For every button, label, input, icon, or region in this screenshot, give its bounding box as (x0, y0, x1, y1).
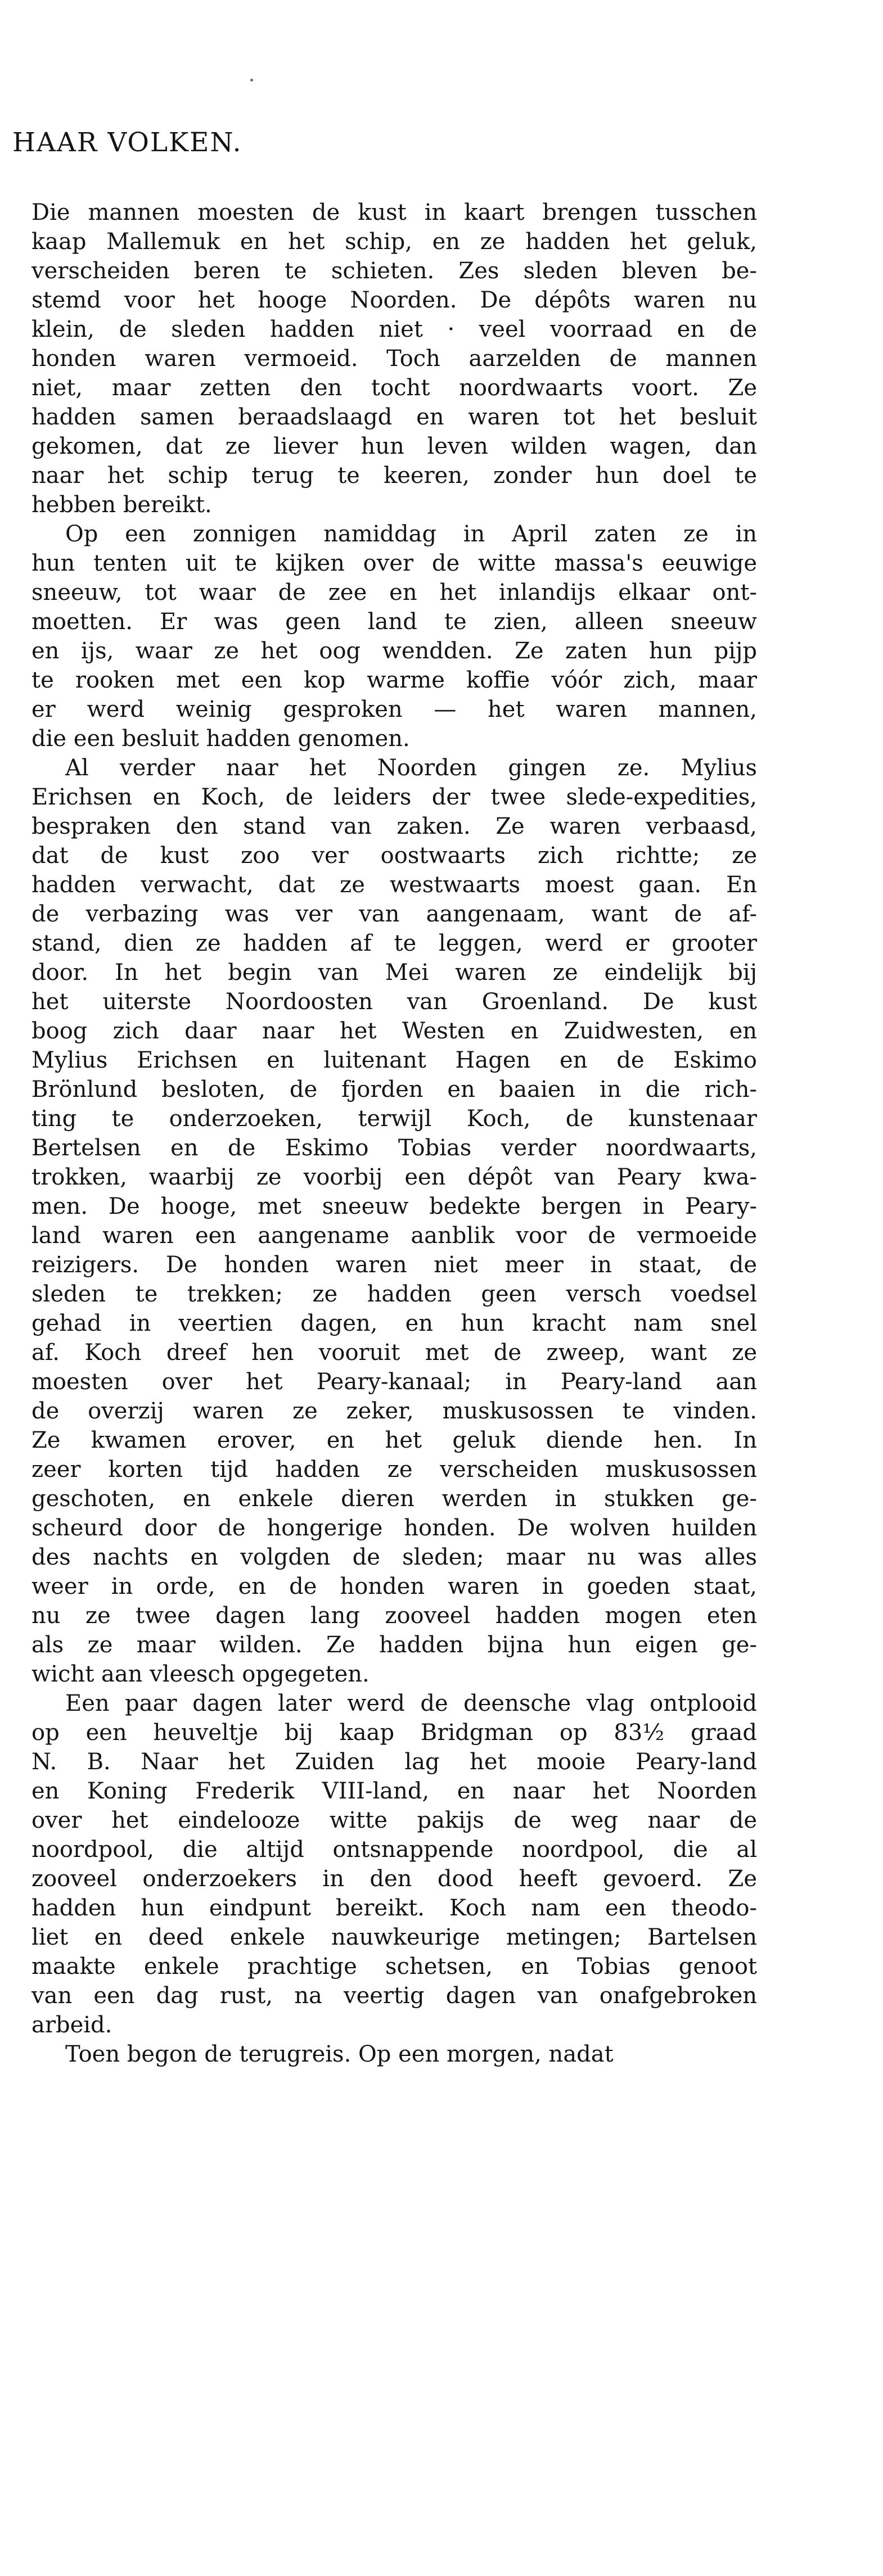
text-line: gekomen, dat ze liever hun leven wilden wagen, dan (31, 433, 757, 459)
text-line: land waren een aangename aanblik voor de vermoeide (31, 1223, 757, 1249)
text-line: wicht aan vleesch opgegeten. (31, 1661, 370, 1687)
text-line: zeer korten tijd hadden ze verscheiden muskusossen (31, 1457, 757, 1483)
text-line: er werd weinig gesproken — het waren mannen, (31, 697, 757, 722)
text-line: Brönlund besloten, de fjorden en baaien in die rich- (31, 1077, 757, 1102)
text-line: reizigers. De honden waren niet meer in staat, de (31, 1252, 757, 1278)
text-line: Ze kwamen erover, en het geluk diende hen. In (31, 1427, 757, 1453)
ink-speck (250, 79, 253, 82)
text-line: scheurd door de hongerige honden. De wolven huilden (31, 1515, 757, 1541)
text-line: het uiterste Noordoosten van Groenland. De kust (31, 989, 757, 1015)
text-line: en Koning Frederik VIII-land, en naar het Noorden (31, 1778, 757, 1804)
text-line: trokken, waarbij ze voorbij een dépôt van Peary kwa- (31, 1164, 757, 1190)
text-line: N. B. Naar het Zuiden lag het mooie Peary-land (31, 1749, 757, 1775)
running-head: HAAR VOLKEN. (12, 127, 242, 158)
text-line: en ijs, waar ze het oog wendden. Ze zaten hun pijp (31, 638, 757, 664)
text-line: moesten over het Peary-kanaal; in Peary-land aan (31, 1369, 757, 1395)
text-line: sleden te trekken; ze hadden geen versch voedsel (31, 1281, 757, 1307)
text-line: over het eindelooze witte pakijs de weg naar de (31, 1807, 757, 1833)
text-line: Toen begon de terugreis. Op een morgen, nadat (65, 2041, 614, 2067)
text-line: af. Koch dreef hen vooruit met de zweep, want ze (31, 1340, 757, 1366)
paragraph (31, 519, 757, 753)
text-line: hadden samen beraadslaagd en waren tot het besluit (31, 404, 757, 430)
text-line: gehad in veertien dagen, en hun kracht nam snel (31, 1310, 757, 1336)
text-line: bespraken den stand van zaken. Ze waren verbaasd, (31, 814, 757, 839)
text-line: Een paar dagen later werd de deensche vlag ontplooid (65, 1691, 757, 1716)
text-line: men. De hooge, met sneeuw bedekte bergen in Peary- (31, 1194, 757, 1219)
text-line: honden waren vermoeid. Toch aarzelden de mannen (31, 346, 757, 372)
paragraph (31, 198, 757, 519)
text-line: kaap Mallemuk en het schip, en ze hadden het geluk, (31, 229, 757, 255)
text-line: hadden hun eindpunt bereikt. Koch nam een theodo- (31, 1895, 757, 1921)
text-line: Bertelsen en de Eskimo Tobias verder noordwaarts, (31, 1135, 757, 1161)
text-line: Al verder naar het Noorden gingen ze. Mylius (65, 755, 757, 781)
paragraph (31, 1689, 757, 2040)
text-line: te rooken met een kop warme koffie vóór zich, maar (31, 667, 757, 693)
text-line: liet en deed enkele nauwkeurige metingen; Bartelsen (31, 1924, 757, 1950)
text-line: moetten. Er was geen land te zien, alleen sneeuw (31, 609, 757, 635)
text-line: maakte enkele prachtige schetsen, en Tobias genoot (31, 1954, 757, 1980)
text-line: verscheiden beren te schieten. Zes sleden bleven be- (31, 258, 757, 284)
text-line: klein, de sleden hadden niet · veel voorraad en de (31, 317, 757, 342)
text-line: de verbazing was ver van aangenaam, want de af- (31, 901, 757, 927)
text-line: Erichsen en Koch, de leiders der twee slede-expedities, (31, 784, 757, 810)
text-line: Die mannen moesten de kust in kaart brengen tusschen (31, 200, 757, 225)
text-line: dat de kust zoo ver oostwaarts zich richtte; ze (31, 843, 757, 869)
text-line: nu ze twee dagen lang zooveel hadden mogen eten (31, 1603, 757, 1629)
text-line: Op een zonnigen namiddag in April zaten ze in (65, 521, 757, 547)
text-line: naar het schip terug te keeren, zonder hun doel te (31, 463, 757, 489)
text-line: sneeuw, tot waar de zee en het inlandijs elkaar ont- (31, 580, 757, 605)
paragraph (31, 753, 757, 1689)
text-line: stemd voor het hooge Noorden. De dépôts waren nu (31, 287, 757, 313)
text-line: van een dag rust, na veertig dagen van onafgebroken (31, 1983, 757, 2009)
text-line: hebben bereikt. (31, 492, 212, 518)
text-line: zooveel onderzoekers in den dood heeft gevoerd. Ze (31, 1866, 757, 1892)
text-line: hadden verwacht, dat ze westwaarts moest gaan. En (31, 872, 757, 898)
text-line: niet, maar zetten den tocht noordwaarts voort. Ze (31, 375, 757, 401)
text-line: ting te onderzoeken, terwijl Koch, de kunstenaar (31, 1106, 757, 1132)
text-line: boog zich daar naar het Westen en Zuidwesten, en (31, 1018, 757, 1044)
text-line: stand, dien ze hadden af te leggen, werd er grooter (31, 930, 757, 956)
paragraph (31, 2040, 757, 2069)
body-text (31, 198, 757, 2069)
text-line: arbeid. (31, 2012, 112, 2038)
text-line: de overzij waren ze zeker, muskusossen te vinden. (31, 1398, 757, 1424)
text-line: als ze maar wilden. Ze hadden bijna hun eigen ge- (31, 1632, 757, 1658)
text-line: door. In het begin van Mei waren ze eindelijk bij (31, 960, 757, 986)
text-line: die een besluit hadden genomen. (31, 726, 410, 752)
text-line: Mylius Erichsen en luitenant Hagen en de Eskimo (31, 1047, 757, 1073)
text-line: op een heuveltje bij kaap Bridgman op 83½ graad (31, 1720, 757, 1746)
text-line: weer in orde, en de honden waren in goeden staat, (31, 1574, 757, 1599)
text-line: des nachts en volgden de sleden; maar nu was alles (31, 1544, 757, 1570)
text-line: geschoten, en enkele dieren werden in stukken ge- (31, 1486, 757, 1512)
text-line: noordpool, die altijd ontsnappende noordpool, die al (31, 1837, 757, 1863)
text-line: hun tenten uit te kijken over de witte massa's eeuwige (31, 550, 757, 576)
